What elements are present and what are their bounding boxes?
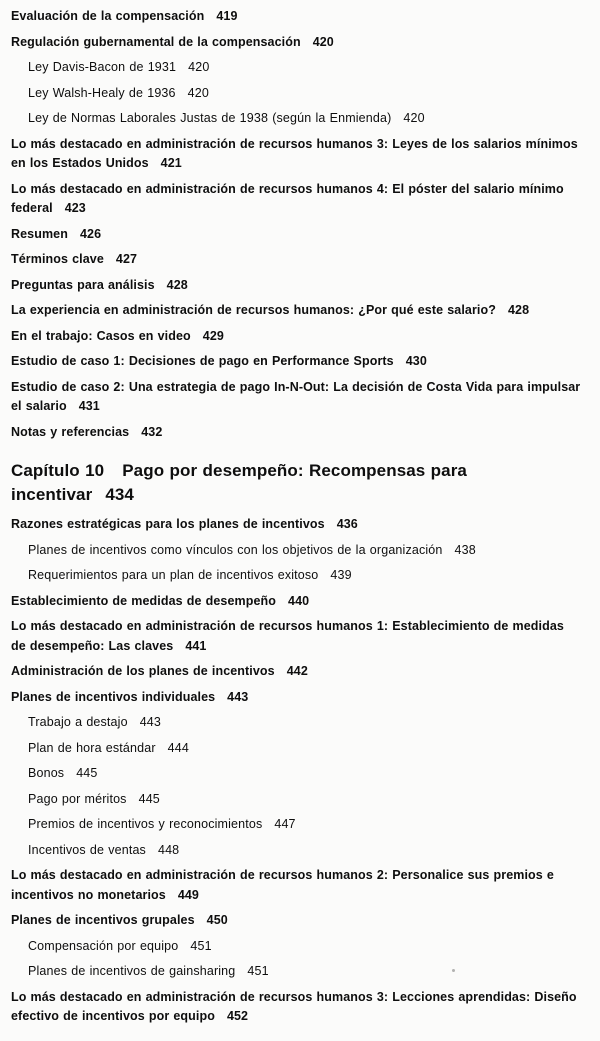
toc-entry-title: Términos clave — [11, 252, 104, 266]
toc-entry-page-number: 439 — [330, 568, 352, 582]
toc-entry-page-number: 434 — [105, 485, 134, 504]
toc-list — [11, 7, 582, 1027]
toc-entry-title: Trabajo a destajo — [28, 715, 128, 729]
toc-entry-page-number: 420 — [403, 111, 425, 125]
toc-entry-page-number: 430 — [405, 354, 427, 368]
toc-entry-section — [11, 662, 582, 682]
toc-entry-page-number: 420 — [312, 34, 334, 49]
toc-entry-title: Ley Walsh-Healy de 1936 — [28, 85, 176, 100]
toc-entry-title: Lo más destacado en administración de recursos humanos 3: Lecciones aprendidas: Diseño efectivo de incentivos por equipo — [11, 989, 577, 1023]
toc-entry-title: Planes de incentivos individuales — [11, 689, 216, 704]
toc-entry-subsection — [28, 84, 582, 104]
toc-entry-page-number: 429 — [202, 328, 224, 343]
toc-entry-section — [11, 866, 582, 905]
toc-entry-title: Resumen — [11, 226, 68, 241]
toc-entry-page-number: 451 — [190, 938, 212, 953]
toc-entry-title: Ley Davis-Bacon de 1931 — [28, 60, 177, 74]
toc-entry-subsection — [28, 713, 582, 733]
toc-entry-subsection — [28, 937, 582, 957]
toc-entry-title: Pago por méritos — [28, 791, 127, 806]
toc-entry-subsection — [28, 764, 582, 784]
toc-entry-section — [11, 250, 582, 270]
toc-entry-title: Preguntas para análisis — [11, 277, 155, 292]
toc-entry-subsection — [28, 815, 582, 835]
toc-entry-section — [11, 592, 582, 612]
toc-entry-chapter — [11, 459, 531, 507]
toc-entry-subsection — [28, 541, 582, 561]
toc-entry-page-number: 420 — [188, 60, 210, 74]
toc-entry-title: Lo más destacado en administración de recursos humanos 1: Establecimiento de medidas de desempeño: Las claves — [11, 619, 564, 653]
toc-entry-page-number: 447 — [274, 817, 296, 831]
toc-entry-page-number: 450 — [206, 913, 228, 927]
toc-entry-section — [11, 301, 582, 321]
toc-entry-title: Estudio de caso 2: Una estrategia de pago In-N-Out: La decisión de Costa Vida para impulsar el salario — [11, 379, 581, 413]
toc-entry-page-number: 445 — [76, 766, 98, 780]
toc-entry-page-number: 428 — [507, 303, 530, 317]
toc-entry-section — [11, 327, 582, 347]
toc-entry-title: Ley de Normas Laborales Justas de 1938 (según la Enmienda) — [28, 111, 392, 125]
toc-entry-section — [11, 180, 582, 219]
toc-entry-title: Plan de hora estándar — [28, 740, 156, 755]
toc-entry-page-number: 427 — [115, 252, 138, 266]
toc-entry-subsection — [28, 841, 582, 861]
toc-entry-title: Notas y referencias — [11, 424, 130, 439]
toc-entry-section — [11, 276, 582, 296]
scan-artifact-dot — [452, 969, 455, 972]
toc-entry-title: Razones estratégicas para los planes de incentivos — [11, 517, 325, 531]
toc-entry-page-number: 451 — [247, 964, 269, 978]
toc-entry-subsection — [28, 58, 582, 78]
toc-entry-title: Estudio de caso 1: Decisiones de pago en Performance Sports — [11, 354, 394, 368]
toc-entry-title: Lo más destacado en administración de recursos humanos 3: Leyes de los salarios mínimos en los Estados Unidos — [11, 136, 578, 170]
toc-entry-page-number: 442 — [286, 664, 308, 678]
toc-entry-page-number: 441 — [185, 638, 207, 653]
toc-entry-title: Requerimientos para un plan de incentivos exitoso — [28, 568, 319, 582]
chapter-label: Capítulo 10 — [11, 461, 105, 480]
toc-entry-subsection — [28, 739, 582, 759]
toc-entry-section — [11, 911, 582, 931]
toc-entry-section — [11, 33, 582, 53]
toc-entry-page-number: 452 — [226, 1009, 249, 1023]
toc-entry-subsection — [28, 962, 582, 982]
toc-entry-subsection — [28, 790, 582, 810]
toc-entry-title: En el trabajo: Casos en video — [11, 328, 191, 343]
toc-entry-title: Compensación por equipo — [28, 938, 179, 953]
toc-entry-title: Lo más destacado en administración de recursos humanos 2: Personalice sus premios e incentivos no monetarios — [11, 868, 554, 902]
toc-entry-section — [11, 352, 582, 372]
toc-entry-page-number: 432 — [141, 424, 163, 439]
toc-entry-subsection — [28, 109, 582, 129]
toc-entry-title: Lo más destacado en administración de recursos humanos 4: El póster del salario mínimo federal — [11, 181, 564, 215]
toc-entry-title: Regulación gubernamental de la compensación — [11, 34, 301, 49]
toc-entry-page-number: 438 — [454, 542, 476, 557]
toc-entry-title: Evaluación de la compensación — [11, 9, 205, 23]
toc-entry-subsection — [28, 566, 582, 586]
toc-entry-page-number: 423 — [64, 201, 86, 215]
toc-entry-page-number: 444 — [167, 740, 189, 755]
toc-entry-page-number: 448 — [157, 842, 180, 857]
toc-entry-title: Planes de incentivos de gainsharing — [28, 964, 236, 978]
toc-entry-title: Bonos — [28, 766, 65, 780]
toc-entry-page-number: 443 — [227, 689, 249, 704]
toc-entry-page-number: 419 — [216, 9, 238, 23]
toc-entry-section — [11, 988, 582, 1027]
toc-entry-section — [11, 688, 582, 708]
toc-entry-title: Planes de incentivos como vínculos con los objetivos de la organización — [28, 542, 443, 557]
toc-entry-section — [11, 378, 582, 417]
toc-entry-section — [11, 225, 582, 245]
toc-entry-page-number: 431 — [78, 399, 100, 413]
toc-entry-page-number: 443 — [139, 715, 161, 729]
toc-entry-title: Pago por desempeño: Recompensas para incentivar — [11, 461, 467, 504]
toc-entry-page-number: 445 — [138, 791, 160, 806]
toc-entry-section — [11, 135, 582, 174]
toc-entry-page-number: 440 — [288, 593, 310, 608]
toc-entry-title: Administración de los planes de incentivos — [11, 664, 275, 678]
toc-entry-title: Incentivos de ventas — [28, 842, 146, 857]
toc-entry-title: Planes de incentivos grupales — [11, 913, 195, 927]
toc-entry-title: Establecimiento de medidas de desempeño — [11, 593, 277, 608]
toc-entry-page-number: 449 — [177, 887, 199, 902]
toc-entry-section — [11, 423, 582, 443]
toc-entry-page-number: 426 — [79, 226, 102, 241]
toc-entry-section — [11, 617, 582, 656]
toc-entry-page-number: 428 — [166, 277, 188, 292]
toc-entry-title: Premios de incentivos y reconocimientos — [28, 817, 263, 831]
toc-entry-page-number: 421 — [160, 156, 182, 170]
toc-entry-page-number: 436 — [336, 517, 358, 531]
toc-entry-title: La experiencia en administración de recursos humanos: ¿Por qué este salario? — [11, 303, 496, 317]
toc-entry-page-number: 420 — [187, 85, 209, 100]
toc-entry-section — [11, 515, 582, 535]
toc-entry-section — [11, 7, 582, 27]
